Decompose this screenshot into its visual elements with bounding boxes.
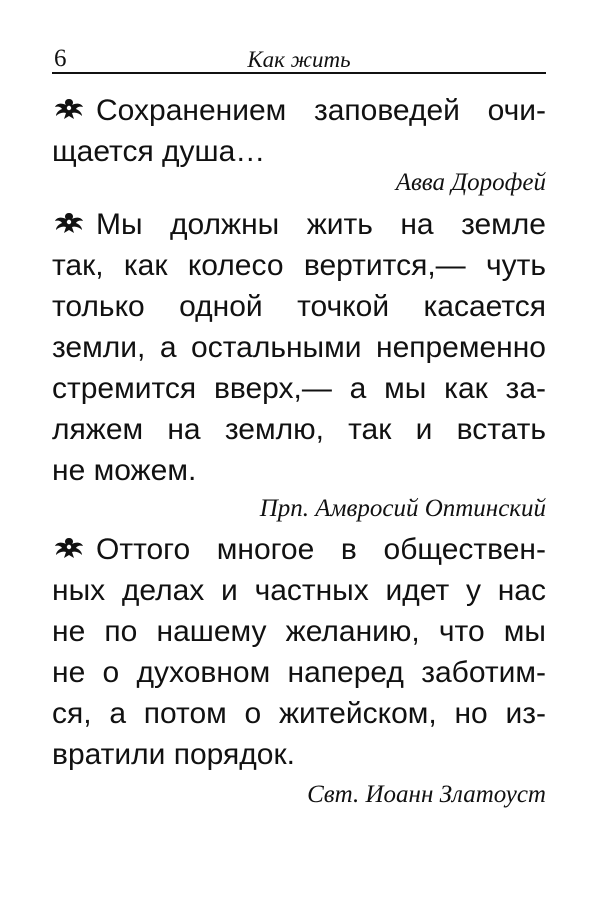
running-title: Как жить [247,47,351,72]
quote-line: ляжем на землю, так и встать [52,413,546,446]
quote-line: Оттого многое в обществен- [52,529,546,570]
running-head [52,38,546,74]
book-page [52,38,546,808]
quote-ambrose [52,204,546,522]
quote-line: ся, а потом о житейском, но из- [52,697,546,730]
quote-line: так, как колесо вертится,— чуть [52,249,546,282]
quote-attribution: Прп. Амвросий Оптинский [259,495,546,522]
quote-line: не по нашему желанию, что мы [52,615,546,648]
quote-line: не можем. [52,454,197,487]
quote-line: не о духовном наперед заботим- [52,656,546,689]
quote-line: стремится вверх,— а мы как за- [52,372,546,405]
quote-line: Мы должны жить на земле [52,204,546,245]
quote-text [52,529,546,775]
quote-line: Сохранением заповедей очи- [52,90,546,131]
fleuron-icon [52,210,86,236]
page-number: 6 [54,45,67,72]
quote-line: земли, а остальными непременно [52,331,546,364]
quote-line: вратили порядок. [52,738,295,771]
quote-chrysostom [52,529,546,808]
quote-line: ных делах и частных идет у нас [52,574,546,607]
fleuron-icon [52,535,86,561]
quote-attribution: Свт. Иоанн Златоуст [307,781,546,808]
quote-text [52,90,546,172]
quote-text [52,204,546,491]
quote-line: только одной точкой касается [52,290,546,323]
quote-line: щается душа… [52,135,266,168]
fleuron-icon [52,96,86,122]
quote-attribution: Авва Дорофей [395,169,546,196]
quote-dorotheus [52,90,546,196]
